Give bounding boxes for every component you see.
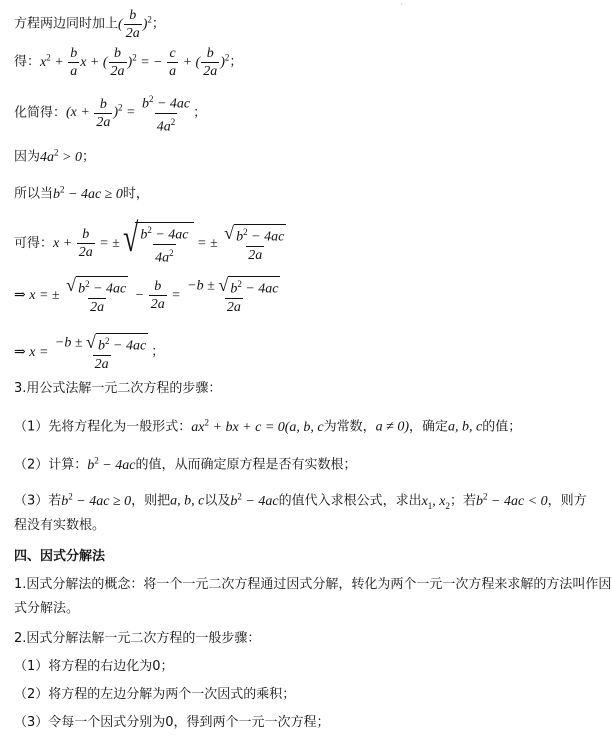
- line-implies-1: [14, 276, 283, 315]
- formula: ⇒ x = ± √ $b^2 - 4ac$ 2a − $\frac{b}{2a}$ = −b ± √ $b^2 - 4ac$ 2a: [14, 275, 279, 315]
- corner-mark: ·: [400, 0, 403, 9]
- paragraph-concept: 1.因式分解法的概念：将一个一元二次方程通过因式分解，转化为两个一元一次方程来求解的方法叫作因: [14, 577, 612, 592]
- line-add-both-sides: 方程两边同时加上( $\frac{b}{2a}$ )$^2$；: [14, 8, 165, 41]
- formula: $x^2$ + $\frac{b}{a}$ x + ( $\frac{b}{2a}$ )$^2$ = − $\frac{c}{a}$ + ( $\frac{b}{2a}$ )$^2$: [40, 46, 230, 79]
- paragraph-steps-heading: 2.因式分解法解一元二次方程的一般步骤：: [14, 631, 261, 646]
- formula: $b^2 - 4ac \ge 0$: [53, 184, 123, 202]
- line-because: 因为$4a^2 > 0$；: [14, 147, 95, 165]
- formula: $4a^2 > 0$: [40, 147, 82, 165]
- formula: ( $\frac{b}{2a}$ )$^2$: [118, 8, 152, 41]
- paragraph-concept-cont: 式分解法。: [14, 601, 80, 616]
- step-factor: （2）将方程的左边分解为两个一次因式的乘积；: [14, 687, 296, 702]
- formula: x + $\frac{b}{2a}$ = ± √ $\frac{b^2 - 4ac}{4a^2}$ = ± √ $b^2 - 4ac$ 2a: [53, 215, 285, 266]
- step-set-zero: （3）令每一个因式分别为0，得到两个一元一次方程；: [14, 715, 330, 730]
- formula: ⇒ x = −b ± √ $b^2 - 4ac$ 2a: [14, 332, 147, 372]
- steps-heading: 3.用公式法解一元二次方程的步骤：: [14, 381, 222, 396]
- step-3-cont: 程没有实数根。: [14, 518, 106, 533]
- formula: (x + $\frac{b}{2a}$ )$^2$ = $\frac{b^2 - 4ac}{4a^2}$: [66, 94, 191, 135]
- step-1: （1）先将方程化为一般形式：$ax^2$ + bx + c = 0(a, b, c为常数，a ≠ 0)，确定a, b, c的值；: [14, 417, 522, 435]
- line-can-get: 可得：x + $\frac{b}{2a}$ = ± √ $\frac{b^2 - 4ac}{4a^2}$ = ± √ $b^2 - 4ac$ 2a: [14, 222, 289, 265]
- step-3: （3）若$b^2 - 4ac \ge 0$，则把a, b, c以及$b^2 - 4ac$的值代入求根公式，求出$x_1$, $x_2$；若$b^2 - 4ac < 0$，则方: [14, 491, 587, 511]
- line-implies-2: ⇒ x = −b ± √ $b^2 - 4ac$ 2a ；: [14, 332, 165, 372]
- line-obtain: 得：$x^2$ + $\frac{b}{a}$ x + ( $\frac{b}{2a}$ )$^2$ = − $\frac{c}{a}$ + ( $\frac{b}{2a}$ )$^2$；: [14, 46, 243, 79]
- line-so-when: 所以当$b^2 - 4ac \ge 0$时，: [14, 184, 149, 202]
- line-simplify: 化简得：(x + $\frac{b}{2a}$ )$^2$ = $\frac{b^2 - 4ac}{4a^2}$ ；: [14, 94, 207, 135]
- step-right-side: （1）将方程的右边化为0；: [14, 659, 174, 674]
- section-heading: 四、因式分解法: [14, 549, 106, 564]
- step-2: （2）计算：$b^2 - 4ac$的值，从而确定原方程是否有实数根；: [14, 455, 357, 473]
